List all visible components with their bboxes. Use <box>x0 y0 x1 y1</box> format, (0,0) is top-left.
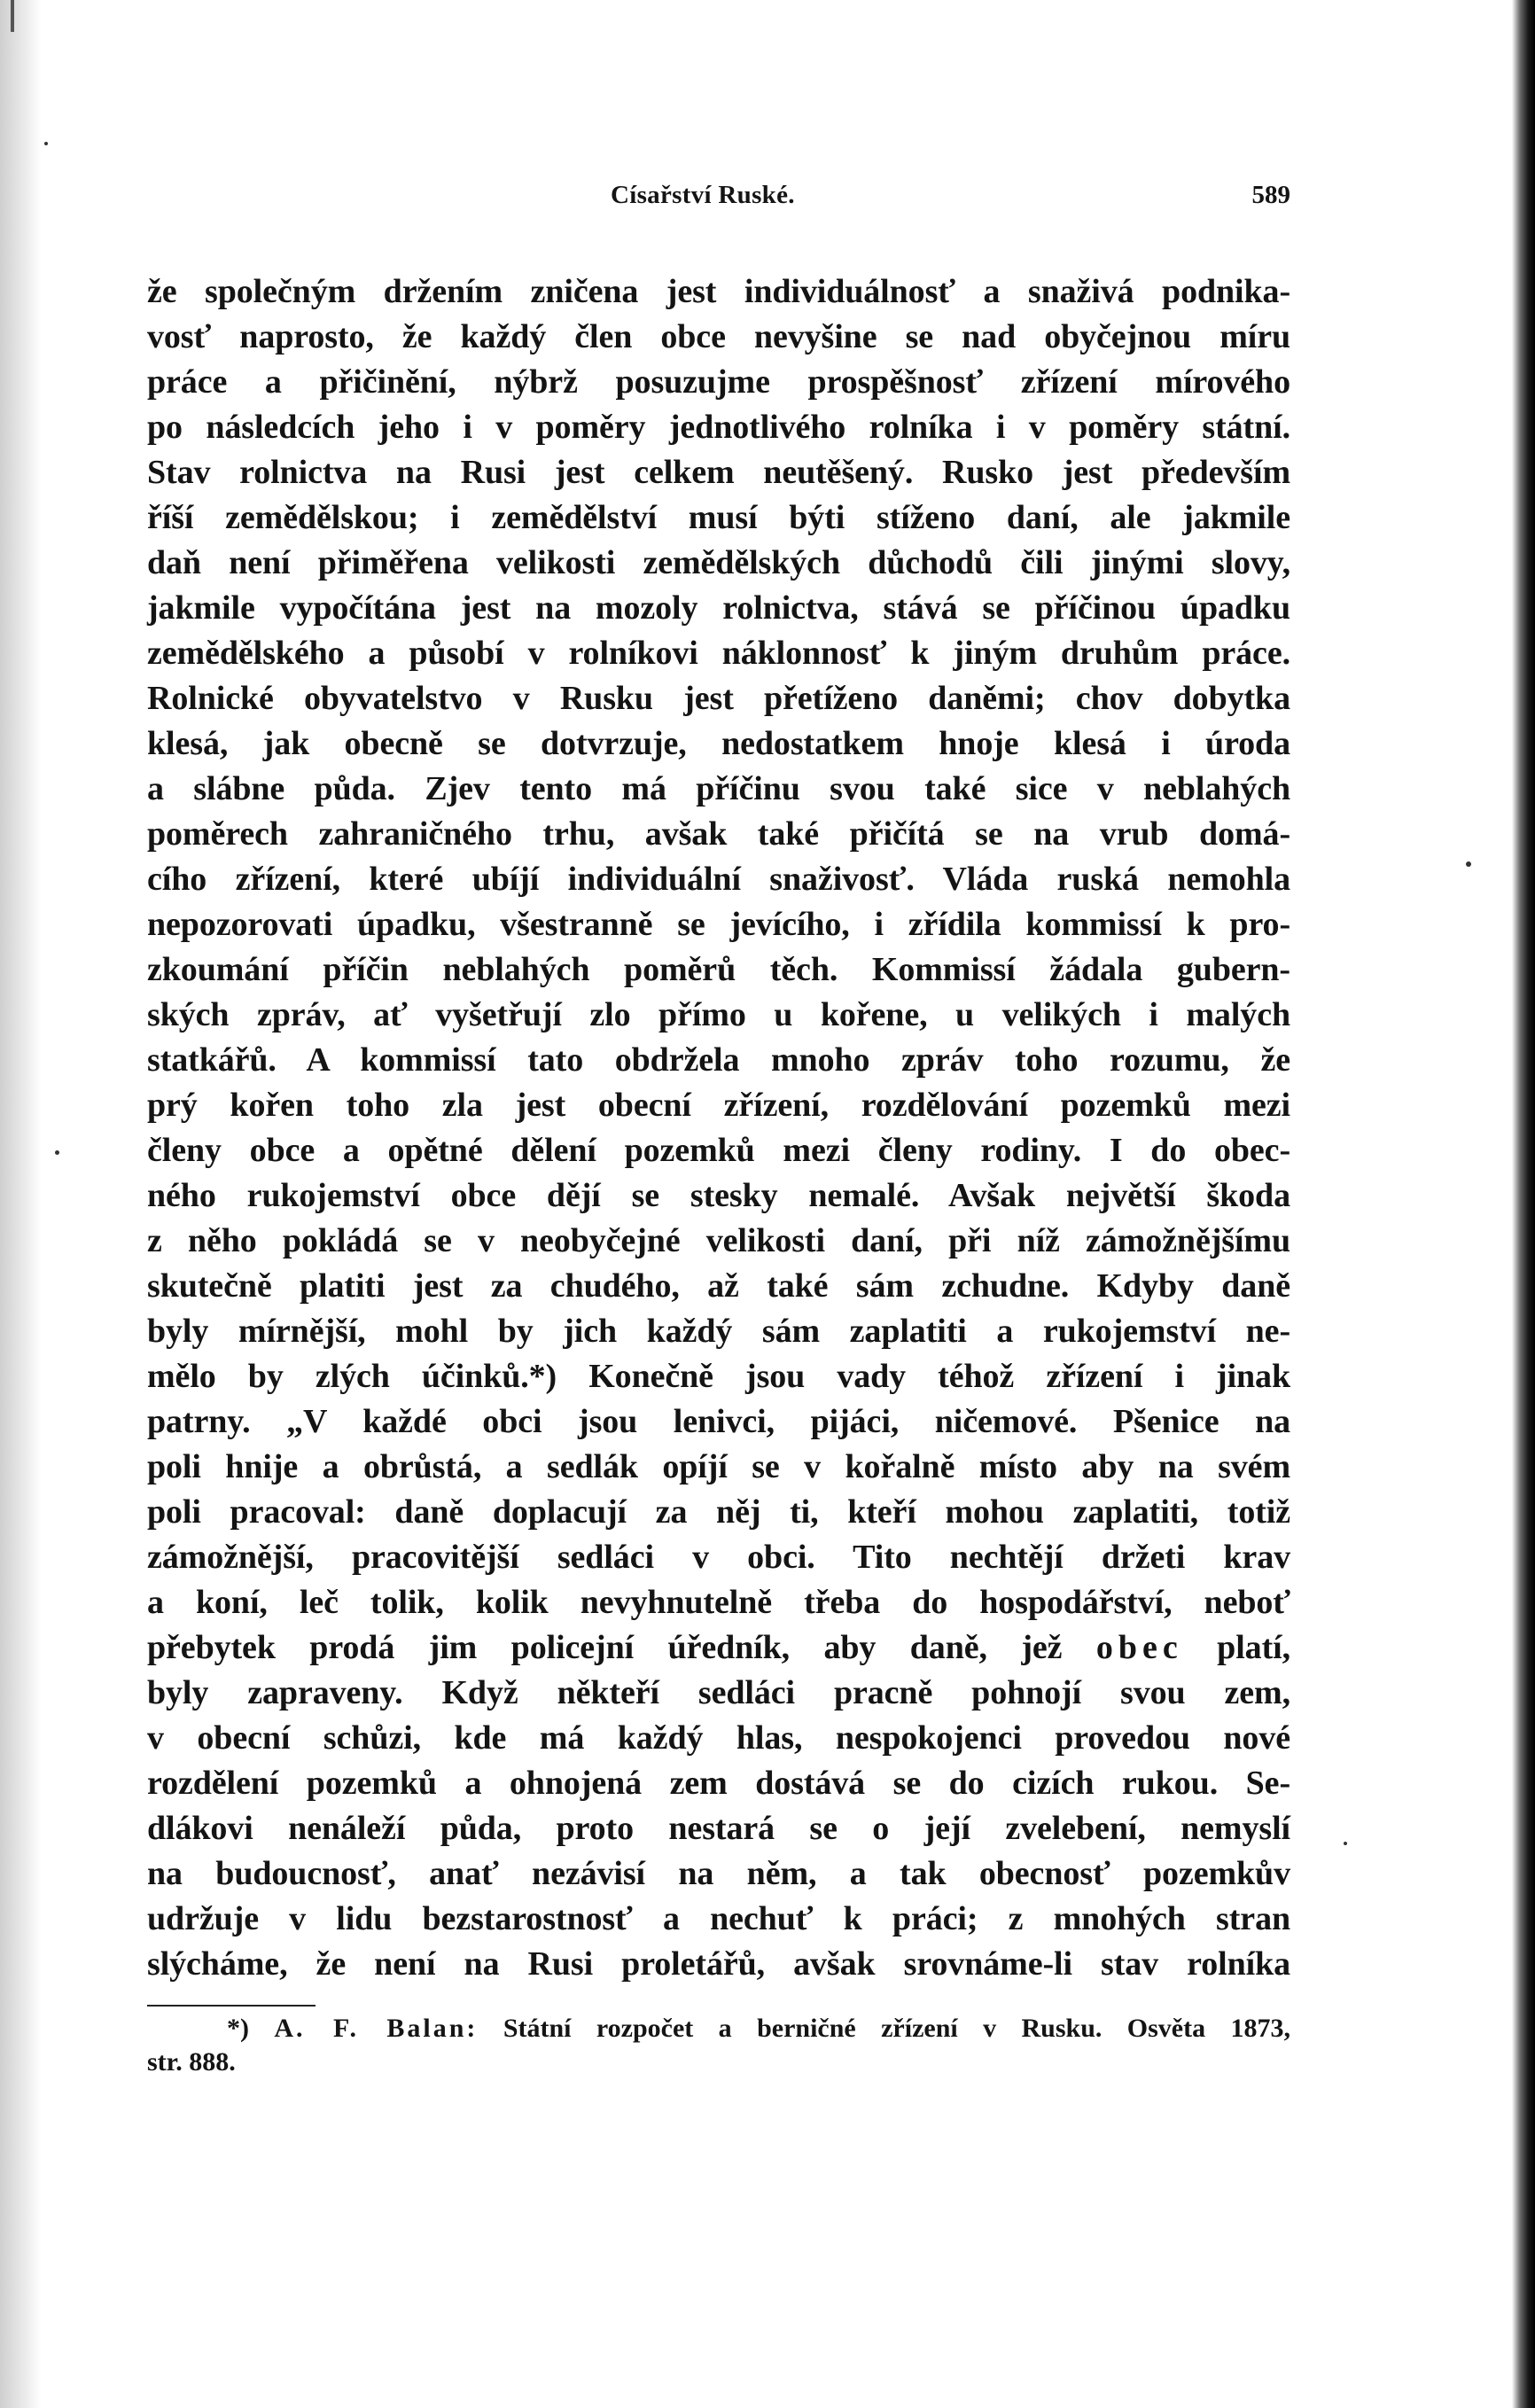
text-line: rozdělení pozemků a ohnojená zem dostává se do cizích rukou. Se- <box>147 1765 1290 1802</box>
text-line: patrny. „V každé obci jsou lenivci, pijáci, ničemové. Pšenice na <box>147 1403 1290 1440</box>
text-line: daň není přiměřena velikosti zemědělských důchodů čili jinými slovy, <box>147 544 1290 581</box>
text-line-emphasis <box>147 1625 1290 1671</box>
text-line: cího zřízení, které ubíjí individuální snaživosť. Vláda ruská nemohla <box>147 861 1290 898</box>
text-line: mělo by zlých účinků.*) Konečně jsou vady téhož zřízení i jinak <box>147 1358 1290 1395</box>
page-number: 589 <box>1251 181 1290 209</box>
text-line: na budoucnosť, anať nezávisí na něm, a tak obecnosť pozemkův <box>147 1855 1290 1892</box>
footnote <box>147 2012 1290 2079</box>
text-line-start: přebytek prodá jim policejní úředník, aby daně, jež <box>147 1629 1063 1666</box>
footnote-marker: *) <box>227 2014 249 2043</box>
text-line: zkoumání příčin neblahých poměrů těch. Kommissí žádala gubern- <box>147 951 1290 988</box>
scan-fleck <box>55 1150 59 1155</box>
text-line-end: platí, <box>1217 1629 1290 1666</box>
text-line: slýcháme, že není na Rusi proletářů, avšak srovnáme-li stav rolníka <box>147 1945 1290 1983</box>
text-line: poli pracoval: daně doplacují za něj ti, kteří mohou zaplatiti, totiž <box>147 1493 1290 1531</box>
text-line: a koní, leč tolik, kolik nevyhnutelně třeba do hospodářství, neboť <box>147 1584 1290 1621</box>
text-line: po následcích jeho i v poměry jednotlivého rolníka i v poměry státní. <box>147 409 1290 446</box>
text-line: práce a přičinění, nýbrž posuzujme prospěšnosť zřízení mírového <box>147 363 1290 401</box>
text-line: statkářů. A kommissí tato obdržela mnoho zpráv toho rozumu, že <box>147 1041 1290 1079</box>
text-line: ného rukojemství obce dějí se stesky nemalé. Avšak největší škoda <box>147 1177 1290 1214</box>
text-line: byly mírnější, mohl by jich každý sám zaplatiti a rukojemství ne- <box>147 1313 1290 1350</box>
text-line: ských zpráv, ať vyšetřují zlo přímo u kořene, u velikých i malých <box>147 996 1290 1033</box>
text-line: poli hnije a obrůstá, a sedlák opíjí se v kořalně místo aby na svém <box>147 1448 1290 1485</box>
body-text <box>147 269 1290 1987</box>
text-line: a slábne půda. Zjev tento má příčinu svou také sice v neblahých <box>147 770 1290 807</box>
running-title: Císařství Ruské. <box>611 181 795 209</box>
scan-right-edge <box>1512 0 1535 2408</box>
text-line: z něho pokládá se v neobyčejné velikosti daní, při níž zámožnějšímu <box>147 1222 1290 1259</box>
scan-fleck <box>44 142 48 145</box>
text-line: v obecní schůzi, kde má každý hlas, nespokojenci provedou nové <box>147 1719 1290 1757</box>
footnote-rule <box>147 2005 316 2007</box>
text-line: že společným držením zničena jest individuálnosť a snaživá podnika- <box>147 273 1290 310</box>
scan-fleck <box>1344 1842 1347 1845</box>
text-line: říší zemědělskou; i zemědělství musí býti stíženo daní, ale jakmile <box>147 499 1290 536</box>
scan-fleck <box>1466 861 1471 867</box>
footnote-text: Státní rozpočet a berničné zřízení v Rusku. Osvěta 1873, <box>503 2014 1290 2043</box>
text-line: poměrech zahraničného trhu, avšak také přičítá se na vrub domá- <box>147 815 1290 853</box>
book-page <box>147 174 1290 2079</box>
text-line: udržuje v lidu bezstarostnosť a nechuť k práci; z mnohých stran <box>147 1900 1290 1937</box>
text-line: byly zapraveny. Když někteří sedláci pracně pohnojí svou zem, <box>147 1674 1290 1711</box>
footnote-author: A. F. Balan: <box>274 2014 479 2043</box>
text-line: zámožnější, pracovitější sedláci v obci. Tito nechtějí držeti krav <box>147 1539 1290 1576</box>
text-line: zemědělského a působí v rolníkovi náklonnosť k jiným druhům práce. <box>147 635 1290 672</box>
footnote-line: str. 888. <box>147 2047 236 2077</box>
text-line: skutečně platiti jest za chudého, až také sám zchudne. Kdyby daně <box>147 1267 1290 1305</box>
text-line: jakmile vypočítána jest na mozoly rolnictva, stává se příčinou úpadku <box>147 589 1290 627</box>
running-head <box>147 174 1290 214</box>
spaced-emphasis: obec <box>1095 1629 1183 1666</box>
footnote-line <box>147 2012 1290 2046</box>
text-line: Rolnické obyvatelstvo v Rusku jest přetíženo daněmi; chov dobytka <box>147 680 1290 717</box>
text-line: Stav rolnictva na Rusi jest celkem neutěšený. Rusko jest především <box>147 454 1290 491</box>
text-line: nepozorovati úpadku, všestranně se jevícího, i zřídila kommissí k pro- <box>147 906 1290 943</box>
scan-left-edge <box>0 0 41 2408</box>
text-line: dlákovi nenáleží půda, proto nestará se o její zvelebení, nemyslí <box>147 1810 1290 1847</box>
text-line: členy obce a opětné dělení pozemků mezi členy rodiny. I do obec- <box>147 1132 1290 1169</box>
text-line: prý kořen toho zla jest obecní zřízení, rozdělování pozemků mezi <box>147 1087 1290 1124</box>
text-line: vosť naprosto, že každý člen obce nevyšine se nad obyčejnou míru <box>147 318 1290 355</box>
text-line: klesá, jak obecně se dotvrzuje, nedostatkem hnoje klesá i úroda <box>147 725 1290 762</box>
scan-left-mark <box>11 0 14 32</box>
